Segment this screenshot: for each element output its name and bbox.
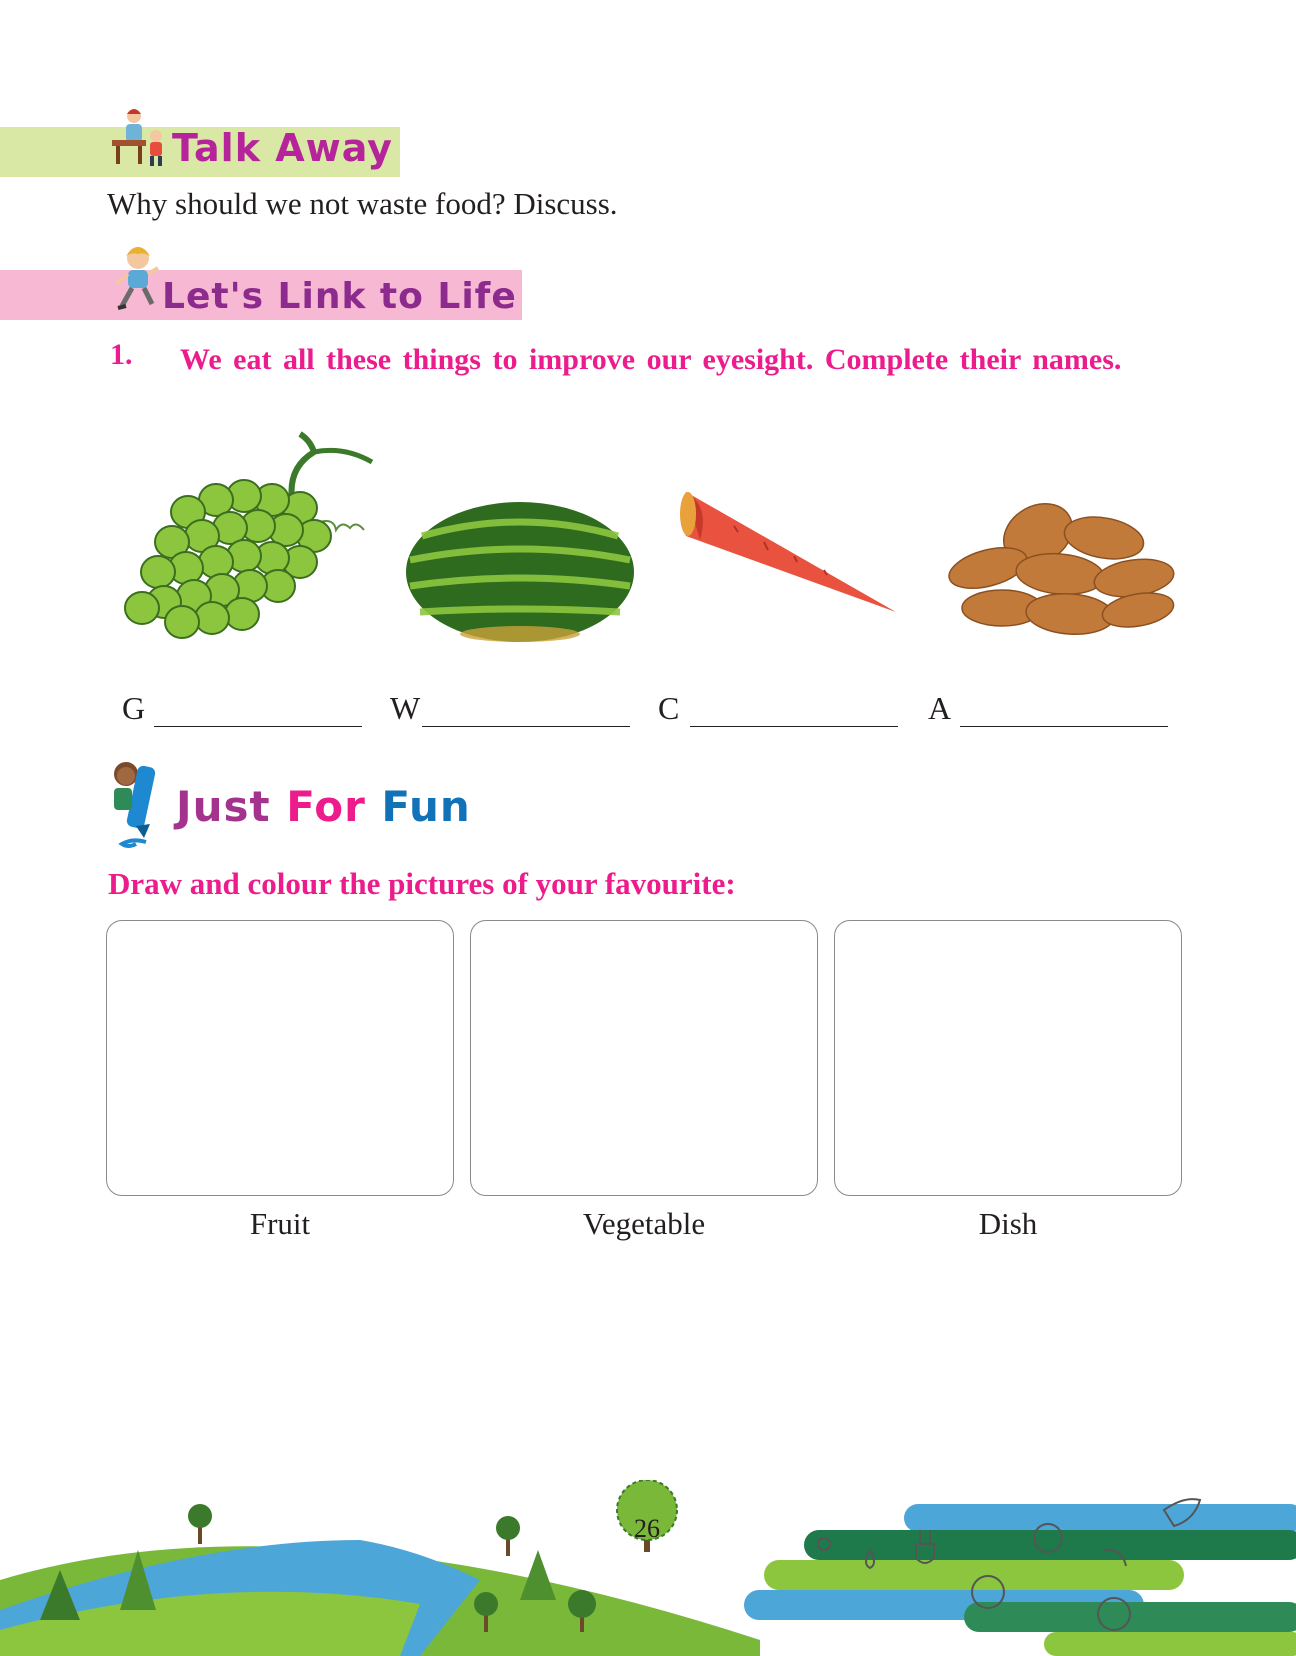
answer-line-watermelon[interactable]	[422, 726, 630, 727]
blank-grapes	[122, 690, 145, 727]
talk-away-heading: Talk Away	[172, 126, 393, 170]
watermelon-image	[402, 496, 638, 646]
box-label-vegetable: Vegetable	[582, 1206, 706, 1241]
carrot-image	[674, 486, 900, 616]
children-reading-icon	[108, 106, 170, 168]
drawing-instruction: Draw and colour the pictures of your favourite:	[108, 866, 736, 901]
drawing-box-fruit[interactable]	[106, 920, 454, 1196]
blank-letter-c: C	[658, 690, 680, 726]
just-for-fun-word-3: Fun	[381, 782, 471, 831]
answer-line-grapes[interactable]	[154, 726, 362, 727]
box-label-dish: Dish	[978, 1206, 1038, 1241]
blank-letter-w: W	[390, 690, 421, 726]
answer-line-carrot[interactable]	[690, 726, 898, 727]
blank-almonds	[928, 690, 951, 727]
almonds-image	[942, 498, 1182, 640]
blank-letter-a: A	[928, 690, 952, 726]
drawing-box-vegetable[interactable]	[470, 920, 818, 1196]
question-text: We eat all these things to improve our eyesight. Complete their names.	[180, 343, 1122, 376]
drawing-box-dish[interactable]	[834, 920, 1182, 1196]
grapes-image	[124, 430, 380, 640]
blank-carrot	[658, 690, 679, 727]
page-number: 26	[634, 1514, 660, 1543]
talk-away-prompt: Why should we not waste food? Discuss.	[107, 186, 618, 221]
just-for-fun-heading	[176, 782, 471, 831]
answer-line-almonds[interactable]	[960, 726, 1168, 727]
just-for-fun-word-1: Just	[176, 782, 271, 831]
box-label-fruit: Fruit	[249, 1206, 311, 1241]
blank-letter-g: G	[122, 690, 146, 726]
footer-eco-stripes	[744, 1490, 1296, 1656]
question-number: 1.	[110, 338, 133, 371]
blank-watermelon	[390, 690, 420, 727]
running-boy-icon	[112, 244, 162, 316]
link-to-life-heading: Let's Link to Life	[162, 276, 517, 317]
child-with-crayon-icon	[106, 760, 172, 850]
footer-landscape	[0, 1480, 760, 1656]
just-for-fun-word-2: For	[286, 782, 366, 831]
